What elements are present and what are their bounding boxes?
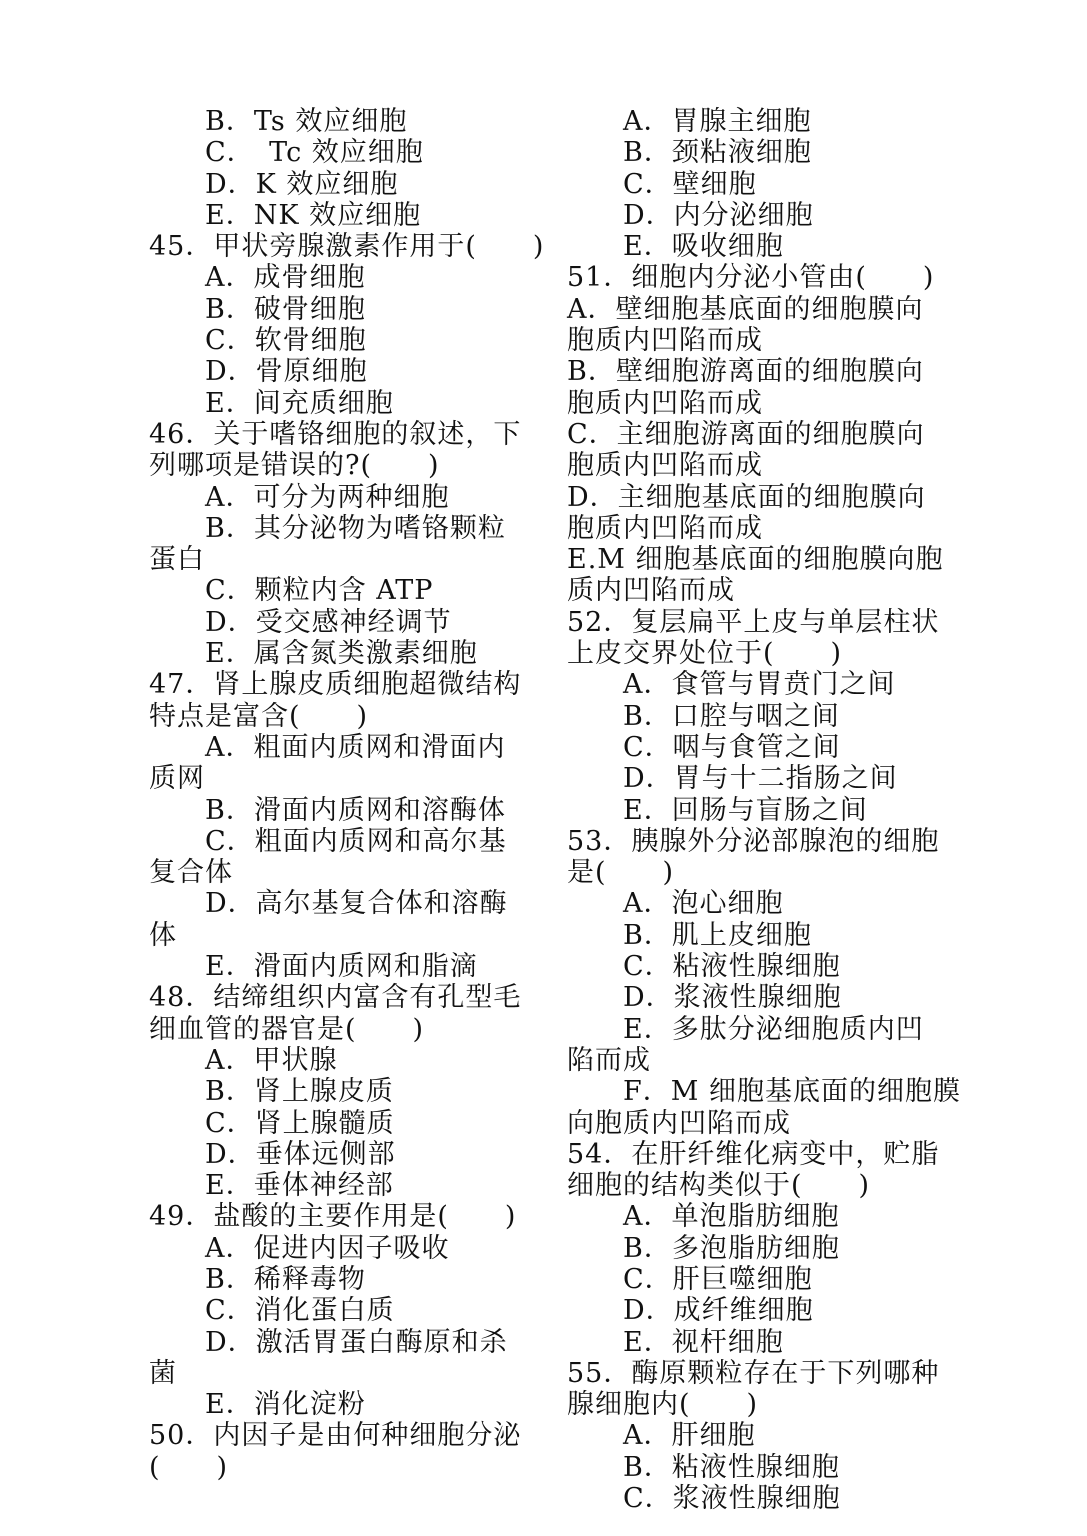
answer-option-line: E．滑面内质网和脂滴 [205,951,478,983]
answer-option-line: A．甲状腺 [205,1044,338,1076]
question-text-line: 50．内因子是由何种细胞分泌 [149,1420,522,1452]
answer-option-line: B．滑面内质网和溶酶体 [205,794,506,826]
question-text-line: 46．关于嗜铬细胞的叙述，下 [149,418,522,450]
answer-option-line: E．吸收细胞 [623,231,784,263]
question-text-line: 45．甲状旁腺激素作用于( ) [149,231,545,263]
question-text-line: 51．细胞内分泌小管由( ) [567,262,935,294]
question-text-line: C．主细胞游离面的细胞膜向 [567,418,925,450]
answer-option-line: B．其分泌物为嗜铬颗粒 [205,512,506,544]
answer-option-line: E．消化淀粉 [205,1389,366,1421]
answer-option-line: D．K 效应细胞 [205,168,399,200]
answer-option-line: E．属含氮类激素细胞 [205,638,478,670]
answer-option-line: C．粘液性腺细胞 [623,951,841,983]
answer-option-line: C．消化蛋白质 [205,1295,395,1327]
answer-option-line: C．颗粒内含 ATP [205,575,434,607]
question-text-line: 菌 [149,1357,177,1389]
answer-option-line: A．肝细胞 [623,1420,756,1452]
answer-option-line: B．口腔与咽之间 [623,700,840,732]
question-text-line: ( ) [149,1451,229,1483]
answer-option-line: D．高尔基复合体和溶酶 [205,888,508,920]
answer-option-line: C．软骨细胞 [205,325,367,357]
question-text-line: 54．在肝纤维化病变中，贮脂 [567,1138,940,1170]
answer-option-line: B．颈粘液细胞 [623,137,812,169]
question-text-line: 细胞的结构类似于( ) [567,1170,871,1202]
question-text-line: 上皮交界处位于( ) [567,638,843,670]
question-text-line: A．壁细胞基底面的细胞膜向 [567,293,924,325]
answer-option-line: C．咽与食管之间 [623,731,841,763]
right-column [567,106,961,1515]
answer-option-line: A．胃腺主细胞 [623,106,812,137]
answer-option-line: B．肌上皮细胞 [623,919,812,951]
question-text-line: D．主细胞基底面的细胞膜向 [567,481,926,513]
answer-option-line: A．粗面内质网和滑面内 [205,731,506,763]
question-text-line: 胞质内凹陷而成 [567,512,763,544]
answer-option-line: E．NK 效应细胞 [205,199,422,231]
question-text-line: 胞质内凹陷而成 [567,387,763,419]
question-text-line: 腺细胞内( ) [567,1389,759,1421]
answer-option-line: D．浆液性腺细胞 [623,982,842,1014]
answer-option-line: C．壁细胞 [623,168,757,200]
answer-option-line: C．肾上腺髓质 [205,1107,395,1139]
question-text-line: 细血管的器官是( ) [149,1013,425,1045]
question-text-line: 陷而成 [567,1044,651,1076]
answer-option-line: C．粗面内质网和高尔基 [205,825,507,857]
answer-option-line: D．垂体远侧部 [205,1138,396,1170]
question-text-line: 向胞质内凹陷而成 [567,1107,791,1139]
answer-option-line: D．骨原细胞 [205,356,368,388]
answer-option-line: A．食管与胃贲门之间 [623,669,896,701]
answer-option-line: A．泡心细胞 [623,888,784,920]
answer-option-line: E．垂体神经部 [205,1170,394,1202]
answer-option-line: B．稀释毒物 [205,1263,366,1295]
answer-option-line: B．多泡脂肪细胞 [623,1232,840,1264]
answer-option-line: B．粘液性腺细胞 [623,1451,840,1483]
question-text-line: 是( ) [567,857,675,889]
answer-option-line: E．视杆细胞 [623,1326,784,1358]
answer-option-line: E．多肽分泌细胞质内凹 [623,1013,924,1045]
answer-option-line: E．间充质细胞 [205,387,394,419]
question-text-line: 复合体 [149,857,233,889]
answer-option-line: D．成纤维细胞 [623,1295,814,1327]
question-text-line: 特点是富含( ) [149,700,369,732]
answer-option-line: B．肾上腺皮质 [205,1076,394,1108]
answer-option-line: A．促进内因子吸收 [205,1232,450,1264]
answer-option-line: B．破骨细胞 [205,293,366,325]
answer-option-line: C．肝巨噬细胞 [623,1263,813,1295]
question-text-line: 列哪项是错误的?( ) [149,450,440,482]
question-text-line: B．壁细胞游离面的细胞膜向 [567,356,924,388]
answer-option-line: A．可分为两种细胞 [205,481,450,513]
question-text-line: 55．酶原颗粒存在于下列哪种 [567,1357,940,1389]
left-column [149,106,545,1483]
answer-option-line: B．Ts 效应细胞 [205,106,408,137]
answer-option-line: A．单泡脂肪细胞 [623,1201,840,1233]
question-text-line: 胞质内凹陷而成 [567,450,763,482]
answer-option-line: E．回肠与盲肠之间 [623,794,868,826]
question-text-line: 胞质内凹陷而成 [567,325,763,357]
answer-option-line: A．成骨细胞 [205,262,366,294]
answer-option-line: C． Tc 效应细胞 [205,137,424,169]
answer-option-line: D．胃与十二指肠之间 [623,763,898,795]
question-text-line: 质网 [149,763,205,795]
question-text-line: 47．肾上腺皮质细胞超微结构 [149,669,522,701]
answer-option-line: D．受交感神经调节 [205,606,452,638]
question-text-line: 蛋白 [149,544,205,576]
question-text-line: 48．结缔组织内富含有孔型毛 [149,982,522,1014]
answer-option-line: F．M 细胞基底面的细胞膜 [623,1076,961,1108]
question-text-line: E.M 细胞基底面的细胞膜向胞 [567,544,944,576]
answer-option-line: D．激活胃蛋白酶原和杀 [205,1326,508,1358]
question-text-line: 52．复层扁平上皮与单层柱状 [567,606,940,638]
answer-option-line: D．内分泌细胞 [623,199,814,231]
question-text-line: 质内凹陷而成 [567,575,735,607]
question-text-line: 49．盐酸的主要作用是( ) [149,1201,517,1233]
question-text-line: 体 [149,919,177,951]
answer-option-line: C．浆液性腺细胞 [623,1483,841,1515]
question-text-line: 53．胰腺外分泌部腺泡的细胞 [567,825,940,857]
